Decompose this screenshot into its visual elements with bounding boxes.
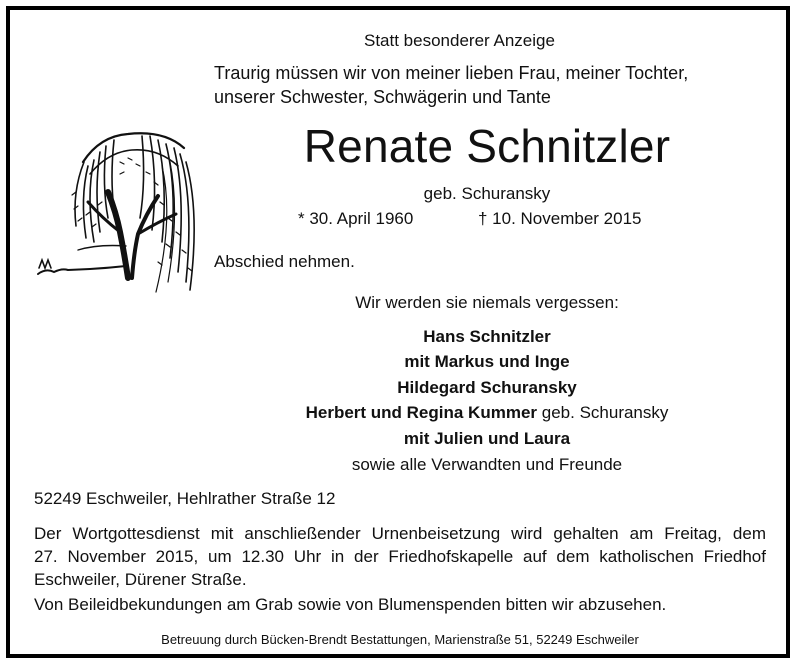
maiden-name: geb. Schuransky (423, 184, 551, 203)
condolence-text: Von Beileidbekundungen am Grab sowie von Blumenspenden bitten wir abzusehen. (34, 595, 667, 614)
service-line-2: 27. November 2015, um 12.30 Uhr in der Friedhofskapelle auf dem katholischen Friedhof (34, 547, 766, 566)
service-line-3: Eschweiler, Dürener Straße. (34, 570, 247, 589)
address-text: 52249 Eschweiler, Hehlrather Straße 12 (34, 489, 336, 508)
intro-text: Statt besonderer Anzeige (364, 31, 555, 50)
remember-text: Wir werden sie niemals vergessen: (355, 293, 619, 312)
footer-text: Betreuung durch Bücken-Brendt Bestattungen, Marienstraße 51, 52249 Eschweiler (161, 632, 639, 647)
mourner-1: Hans Schnitzler (423, 327, 551, 346)
lead-line-1: Traurig müssen wir von meiner lieben Frau, meiner Tochter, (214, 63, 689, 83)
mourner-5: mit Julien und Laura (403, 429, 571, 448)
birth-date: * 30. April 1960 (298, 209, 414, 228)
death-date: † 10. November 2015 (478, 209, 642, 228)
mourner-2: mit Markus und Inge (404, 352, 570, 371)
lead-line-2: unserer Schwester, Schwägerin und Tante (214, 87, 551, 107)
mourner-3: Hildegard Schuransky (397, 378, 577, 397)
deceased-name: Renate Schnitzler (303, 120, 671, 172)
mourner-6: sowie alle Verwandten und Freunde (351, 455, 623, 474)
mourner-4-names: Herbert und Regina Kummer (305, 403, 538, 422)
service-line-1: Der Wortgottesdienst mit anschließender Urnenbeisetzung wird gehalten am Freitag, dem (34, 524, 766, 543)
mourner-4-maiden: geb. Schuransky (537, 403, 669, 422)
farewell-text: Abschied nehmen. (214, 252, 355, 271)
mourner-4 (214, 402, 760, 424)
weeping-willow-icon (28, 122, 208, 304)
